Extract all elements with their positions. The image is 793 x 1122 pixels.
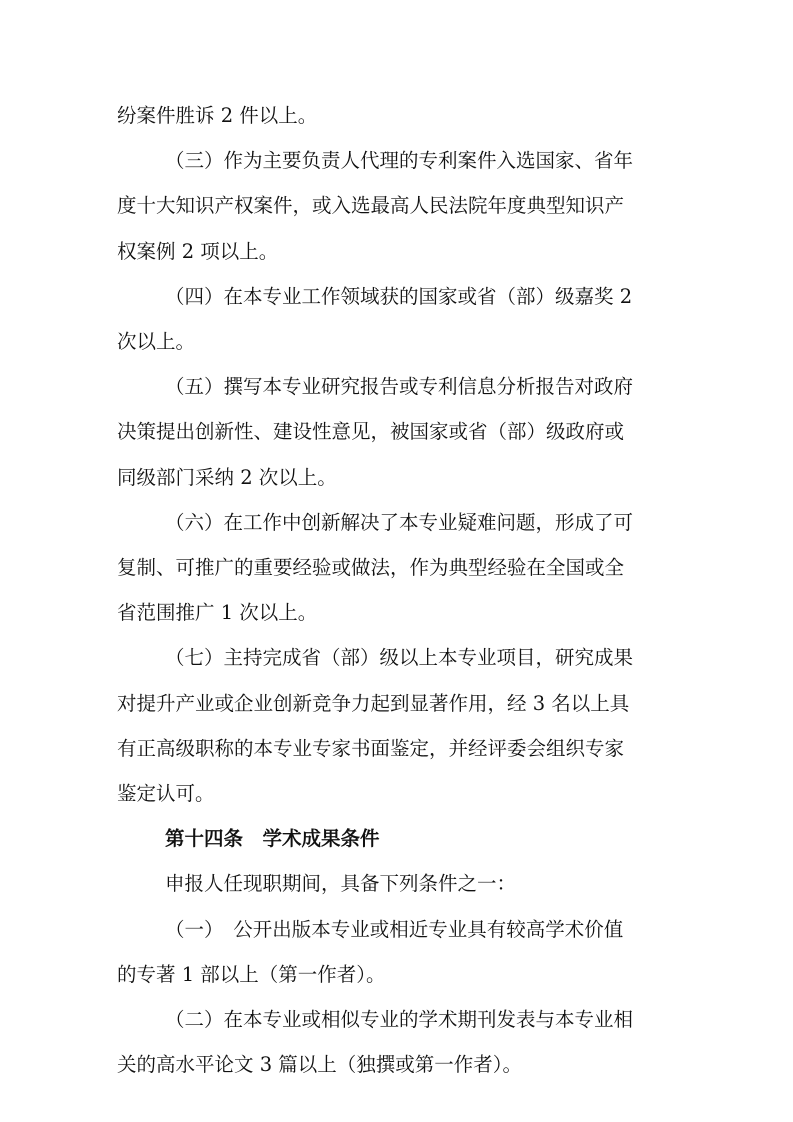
article-heading: 第十四条 学术成果条件 bbox=[165, 827, 380, 850]
paragraph-line: （五）撰写本专业研究报告或专利信息分析报告对政府 bbox=[165, 375, 634, 398]
paragraph-line: （六）在工作中创新解决了本专业疑难问题，形成了可 bbox=[165, 511, 634, 534]
paragraph-line: （四）在本专业工作领域获的国家或省（部）级嘉奖 2 bbox=[165, 285, 633, 308]
paragraph-line: 关的高水平论文 3 篇以上（独撰或第一作者）。 bbox=[117, 1053, 523, 1076]
paragraph-line: 同级部门采纳 2 次以上。 bbox=[117, 466, 337, 489]
paragraph-line: （一） 公开出版本专业或相近专业具有较高学术价值 bbox=[165, 918, 624, 941]
paragraph-line: 度十大知识产权案件，或入选最高人民法院年度典型知识产 bbox=[117, 194, 625, 217]
paragraph-line: （三）作为主要负责人代理的专利案件入选国家、省年 bbox=[165, 149, 634, 172]
paragraph-line: 申报人任现职期间，具备下列条件之一： bbox=[165, 872, 517, 895]
paragraph-line: 有正高级职称的本专业专家书面鉴定，并经评委会组织专家 bbox=[117, 737, 625, 760]
paragraph-line: 纷案件胜诉 2 件以上。 bbox=[117, 104, 318, 127]
paragraph-line: 权案例 2 项以上。 bbox=[117, 240, 279, 263]
paragraph-line: 复制、可推广的重要经验或做法，作为典型经验在全国或全 bbox=[117, 556, 625, 579]
paragraph-line: 次以上。 bbox=[117, 330, 196, 353]
paragraph-line: 决策提出创新性、建设性意见，被国家或省（部）级政府或 bbox=[117, 420, 625, 443]
paragraph-line: （二）在本专业或相似专业的学术期刊发表与本专业相 bbox=[165, 1008, 634, 1031]
paragraph-line: 鉴定认可。 bbox=[117, 782, 215, 805]
paragraph-line: 省范围推广 1 次以上。 bbox=[117, 601, 318, 624]
paragraph-line: 对提升产业或企业创新竞争力起到显著作用，经 3 名以上具 bbox=[117, 692, 630, 715]
paragraph-line: （七）主持完成省（部）级以上本专业项目，研究成果 bbox=[165, 646, 634, 669]
paragraph-line: 的专著 1 部以上（第一作者）。 bbox=[117, 963, 386, 986]
